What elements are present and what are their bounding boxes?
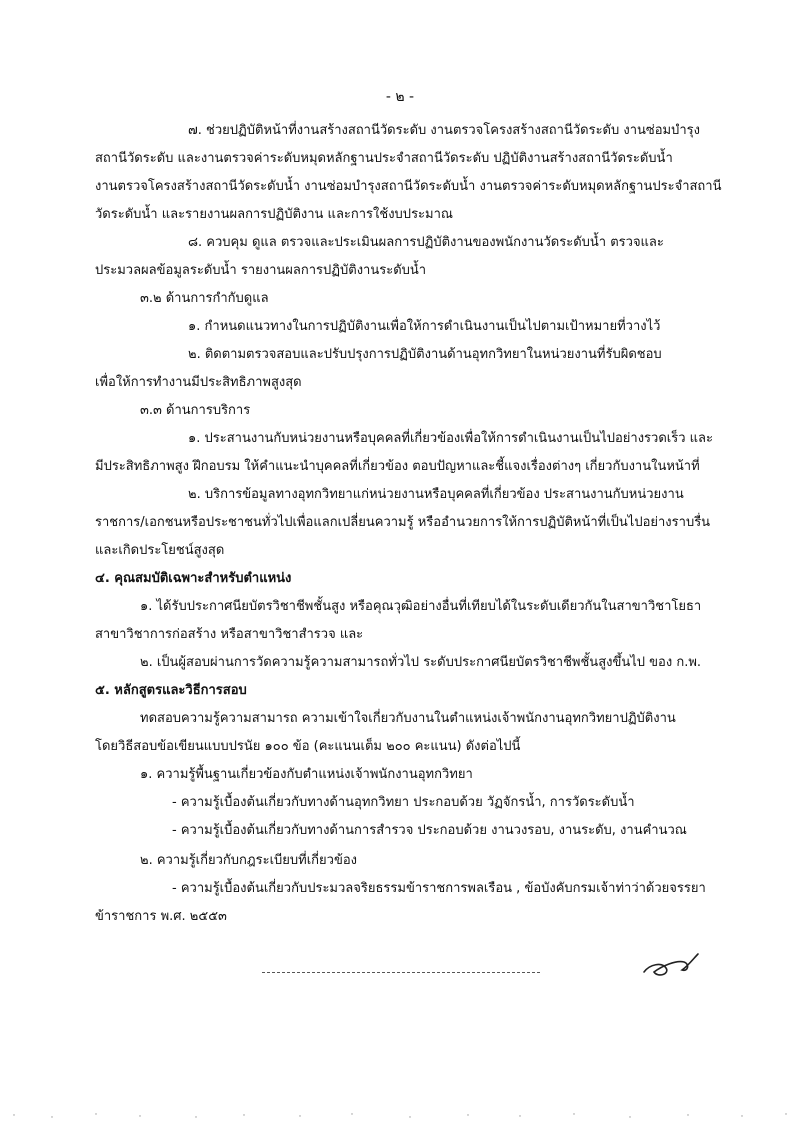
qualification-1-line-2: สาขาวิชาการก่อสร้าง หรือสาขาวิชาสำรวจ และ: [95, 627, 364, 642]
subsection-3-3-heading: ๓.๓ ด้านการบริการ: [140, 403, 251, 418]
separator-line: [262, 972, 540, 973]
service-item-1-line-2: มีประสิทธิภาพสูง ฝึกอบรม ให้คำแนะนำบุคคลที่เกี่ยวข้อง ตอบปัญหาและชี้แจงเรื่องต่างๆ เกี่ยวกับงานในหน้าที่: [95, 459, 700, 474]
duty-7-line-3: งานตรวจโครงสร้างสถานีวัดระดับน้ำ งานซ่อมบำรุงสถานีวัดระดับน้ำ งานตรวจค่าระดับหมุดหลักฐานประจำสถานี: [95, 179, 722, 194]
section-4-heading: ๔. คุณสมบัติเฉพาะสำหรับตำแหน่ง: [95, 571, 292, 586]
supervision-item-1: ๑. กำหนดแนวทางในการปฏิบัติงานเพื่อให้การดำเนินงานเป็นไปตามเป้าหมายที่วางไว้: [188, 319, 661, 334]
duty-7-line-1: ๗. ช่วยปฏิบัติหน้าที่งานสร้างสถานีวัดระดับ งานตรวจโครงสร้างสถานีวัดระดับ งานซ่อมบำรุง: [188, 123, 700, 138]
qualification-1-line-1: ๑. ได้รับประกาศนียบัตรวิชาชีพชั้นสูง หรือคุณวุฒิอย่างอื่นที่เทียบได้ในระดับเดียวกันในสาขาวิชาโยธา: [140, 599, 702, 614]
subsection-3-2-heading: ๓.๒ ด้านการกำกับดูแล: [140, 291, 269, 306]
qualification-2: ๒. เป็นผู้สอบผ่านการวัดความรู้ความสามารถทั่วไป ระดับประกาศนียบัตรวิชาชีพชั้นสูงขึ้นไป ของ ก.พ.: [140, 655, 702, 670]
scan-noise: [0, 1112, 800, 1120]
exam-topic-1-bullet-1: - ความรู้เบื้องต้นเกี่ยวกับทางด้านอุทกวิทยา ประกอบด้วย วัฏจักรน้ำ, การวัดระดับน้ำ: [172, 795, 635, 810]
page-number: - ๒ -: [385, 89, 415, 105]
exam-intro-line-1: ทดสอบความรู้ความสามารถ ความเข้าใจเกี่ยวกับงานในตำแหน่งเจ้าพนักงานอุทกวิทยาปฏิบัติงาน: [140, 711, 676, 726]
service-item-2-line-3: และเกิดประโยชน์สูงสุด: [95, 543, 225, 558]
duty-8-line-1: ๘. ควบคุม ดูแล ตรวจและประเมินผลการปฏิบัติงานของพนักงานวัดระดับน้ำ ตรวจและ: [188, 235, 664, 250]
exam-topic-1-bullet-2: - ความรู้เบื้องต้นเกี่ยวกับทางด้านการสำรวจ ประกอบด้วย งานวงรอบ, งานระดับ, งานคำนวณ: [172, 823, 687, 838]
exam-topic-2-bullet-1-line-2: ข้าราชการ พ.ศ. ๒๕๕๓: [95, 909, 227, 924]
supervision-item-2-line-2: เพื่อให้การทำงานมีประสิทธิภาพสูงสุด: [95, 375, 302, 390]
duty-7-line-4: วัดระดับน้ำ และรายงานผลการปฏิบัติงาน และการใช้งบประมาณ: [95, 207, 453, 222]
signature-mark: [640, 950, 700, 980]
duty-7-line-2: สถานีวัดระดับ และงานตรวจค่าระดับหมุดหลักฐานประจำสถานีวัดระดับ ปฏิบัติงานสร้างสถานีวัดระดับน้ำ: [95, 151, 673, 166]
exam-intro-line-2: โดยวิธีสอบข้อเขียนแบบปรนัย ๑๐๐ ข้อ (คะแนนเต็ม ๒๐๐ คะแนน) ดังต่อไปนี้: [95, 739, 521, 754]
duty-8-line-2: ประมวลผลข้อมูลระดับน้ำ รายงานผลการปฏิบัติงานระดับน้ำ: [95, 263, 427, 278]
supervision-item-2-line-1: ๒. ติดตามตรวจสอบและปรับปรุงการปฏิบัติงานด้านอุทกวิทยาในหน่วยงานที่รับผิดชอบ: [188, 347, 662, 362]
exam-topic-1-heading: ๑. ความรู้พื้นฐานเกี่ยวข้องกับตำแหน่งเจ้าพนักงานอุทกวิทยา: [140, 767, 473, 782]
service-item-2-line-2: ราชการ/เอกชนหรือประชาชนทั่วไปเพื่อแลกเปลี่ยนความรู้ หรืออำนวยการให้การปฏิบัติหน้าที่เป็นไปอย่างราบรื่น: [95, 515, 711, 530]
exam-topic-2-bullet-1-line-1: - ความรู้เบื้องต้นเกี่ยวกับประมวลจริยธรรมข้าราชการพลเรือน , ข้อบังคับกรมเจ้าท่าว่าด้วยจรรยา: [172, 881, 706, 896]
exam-topic-2-heading: ๒. ความรู้เกี่ยวกับกฎระเบียบที่เกี่ยวข้อง: [140, 853, 358, 868]
service-item-2-line-1: ๒. บริการข้อมูลทางอุทกวิทยาแก่หน่วยงานหรือบุคคลที่เกี่ยวข้อง ประสานงานกับหน่วยงาน: [188, 487, 684, 502]
section-5-heading: ๕. หลักสูตรและวิธีการสอบ: [95, 683, 247, 698]
service-item-1-line-1: ๑. ประสานงานกับหน่วยงานหรือบุคคลที่เกี่ยวข้องเพื่อให้การดำเนินงานเป็นไปอย่างรวดเร็ว และ: [188, 431, 713, 446]
